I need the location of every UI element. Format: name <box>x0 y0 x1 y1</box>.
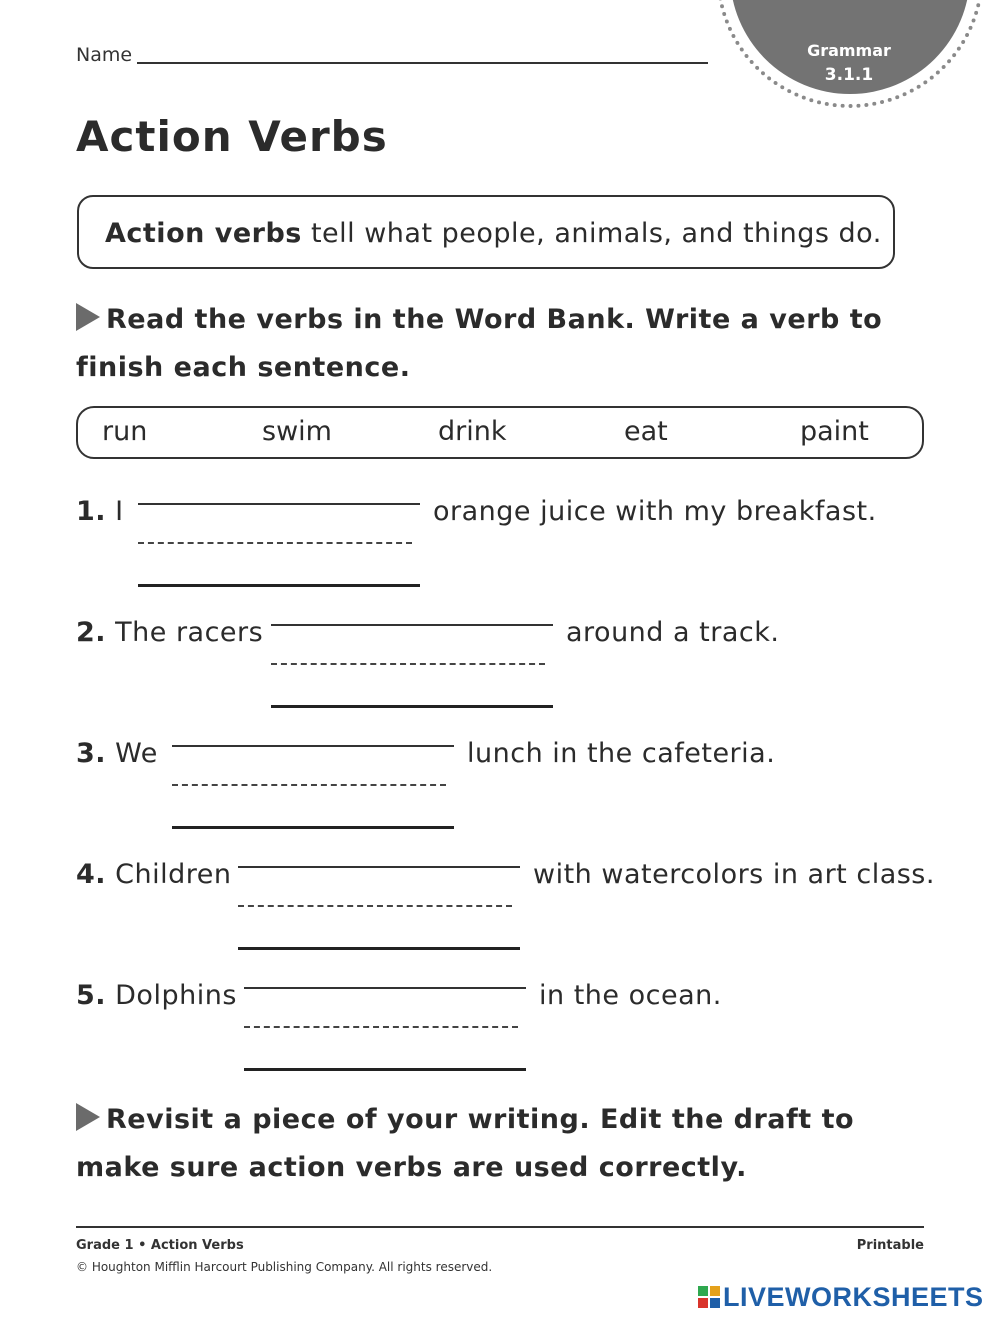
sentence-3-start <box>76 738 158 769</box>
answer-line-middle <box>244 1026 518 1028</box>
sentence-5-start <box>76 980 237 1011</box>
answer-blank-5[interactable] <box>244 1068 526 1071</box>
answer-line-top <box>172 745 454 747</box>
answer-line-top <box>238 866 520 868</box>
answer-blank-3[interactable] <box>172 826 454 829</box>
sentence-number: 2. <box>76 617 107 648</box>
instruction-2 <box>76 1096 936 1192</box>
sentence-4-start <box>76 859 231 890</box>
badge-number: 3.1.1 <box>824 65 874 85</box>
badge-label: Grammar <box>807 41 891 60</box>
definition-text: tell what people, animals, and things do. <box>301 218 882 249</box>
answer-line-middle <box>271 663 545 665</box>
word-bank-item: drink <box>438 416 507 447</box>
answer-line-top <box>244 987 526 989</box>
arrow-icon <box>76 303 100 331</box>
arrow-icon <box>76 1103 100 1131</box>
sentence-number: 4. <box>76 859 107 890</box>
footer-grade: Grade 1 • Action Verbs <box>76 1238 244 1253</box>
liveworksheets-logo <box>698 1282 984 1313</box>
answer-blank-1[interactable] <box>138 584 420 587</box>
sentence-before: The racers <box>115 617 264 648</box>
liveworksheets-logo-text: LIVEWORKSHEETS <box>723 1282 984 1312</box>
word-bank-item: run <box>102 416 148 447</box>
answer-line-top <box>271 624 553 626</box>
name-line[interactable] <box>137 62 708 64</box>
sentence-before: I <box>115 496 124 527</box>
word-bank-item: eat <box>624 416 668 447</box>
sentence-number: 5. <box>76 980 107 1011</box>
sentence-2-start <box>76 617 263 648</box>
grammar-badge-text <box>790 38 908 88</box>
word-bank-item: swim <box>262 416 332 447</box>
sentence-after: orange juice with my breakfast. <box>433 496 877 527</box>
footer-printable: Printable <box>856 1238 924 1253</box>
instruction-2-text: Revisit a piece of your writing. Edit the draft to make sure action verbs are used correctly. <box>76 1104 855 1183</box>
sentence-before: We <box>115 738 158 769</box>
definition-term: Action verbs <box>105 218 302 249</box>
answer-line-middle <box>238 905 512 907</box>
answer-line-middle <box>172 784 446 786</box>
sentence-after: in the ocean. <box>539 980 722 1011</box>
footer-rule <box>76 1226 924 1228</box>
sentence-number: 1. <box>76 496 107 527</box>
word-bank <box>76 406 924 459</box>
answer-blank-2[interactable] <box>271 705 553 708</box>
instruction-1 <box>76 296 896 392</box>
page-title: Action Verbs <box>76 112 388 161</box>
answer-line-top <box>138 503 420 505</box>
sentence-after: lunch in the cafeteria. <box>467 738 776 769</box>
sentence-after: with watercolors in art class. <box>533 859 935 890</box>
name-label: Name <box>76 44 133 66</box>
liveworksheets-logo-icon <box>698 1286 720 1308</box>
sentence-1-start <box>76 496 124 527</box>
answer-line-middle <box>138 542 412 544</box>
copyright: © Houghton Mifflin Harcourt Publishing Company. All rights reserved. <box>76 1260 493 1274</box>
instruction-1-text: Read the verbs in the Word Bank. Write a verb to finish each sentence. <box>76 304 883 383</box>
sentence-before: Children <box>115 859 232 890</box>
word-bank-item: paint <box>800 416 869 447</box>
sentence-after: around a track. <box>566 617 780 648</box>
answer-blank-4[interactable] <box>238 947 520 950</box>
sentence-before: Dolphins <box>115 980 237 1011</box>
definition-box <box>77 195 895 269</box>
sentence-number: 3. <box>76 738 107 769</box>
